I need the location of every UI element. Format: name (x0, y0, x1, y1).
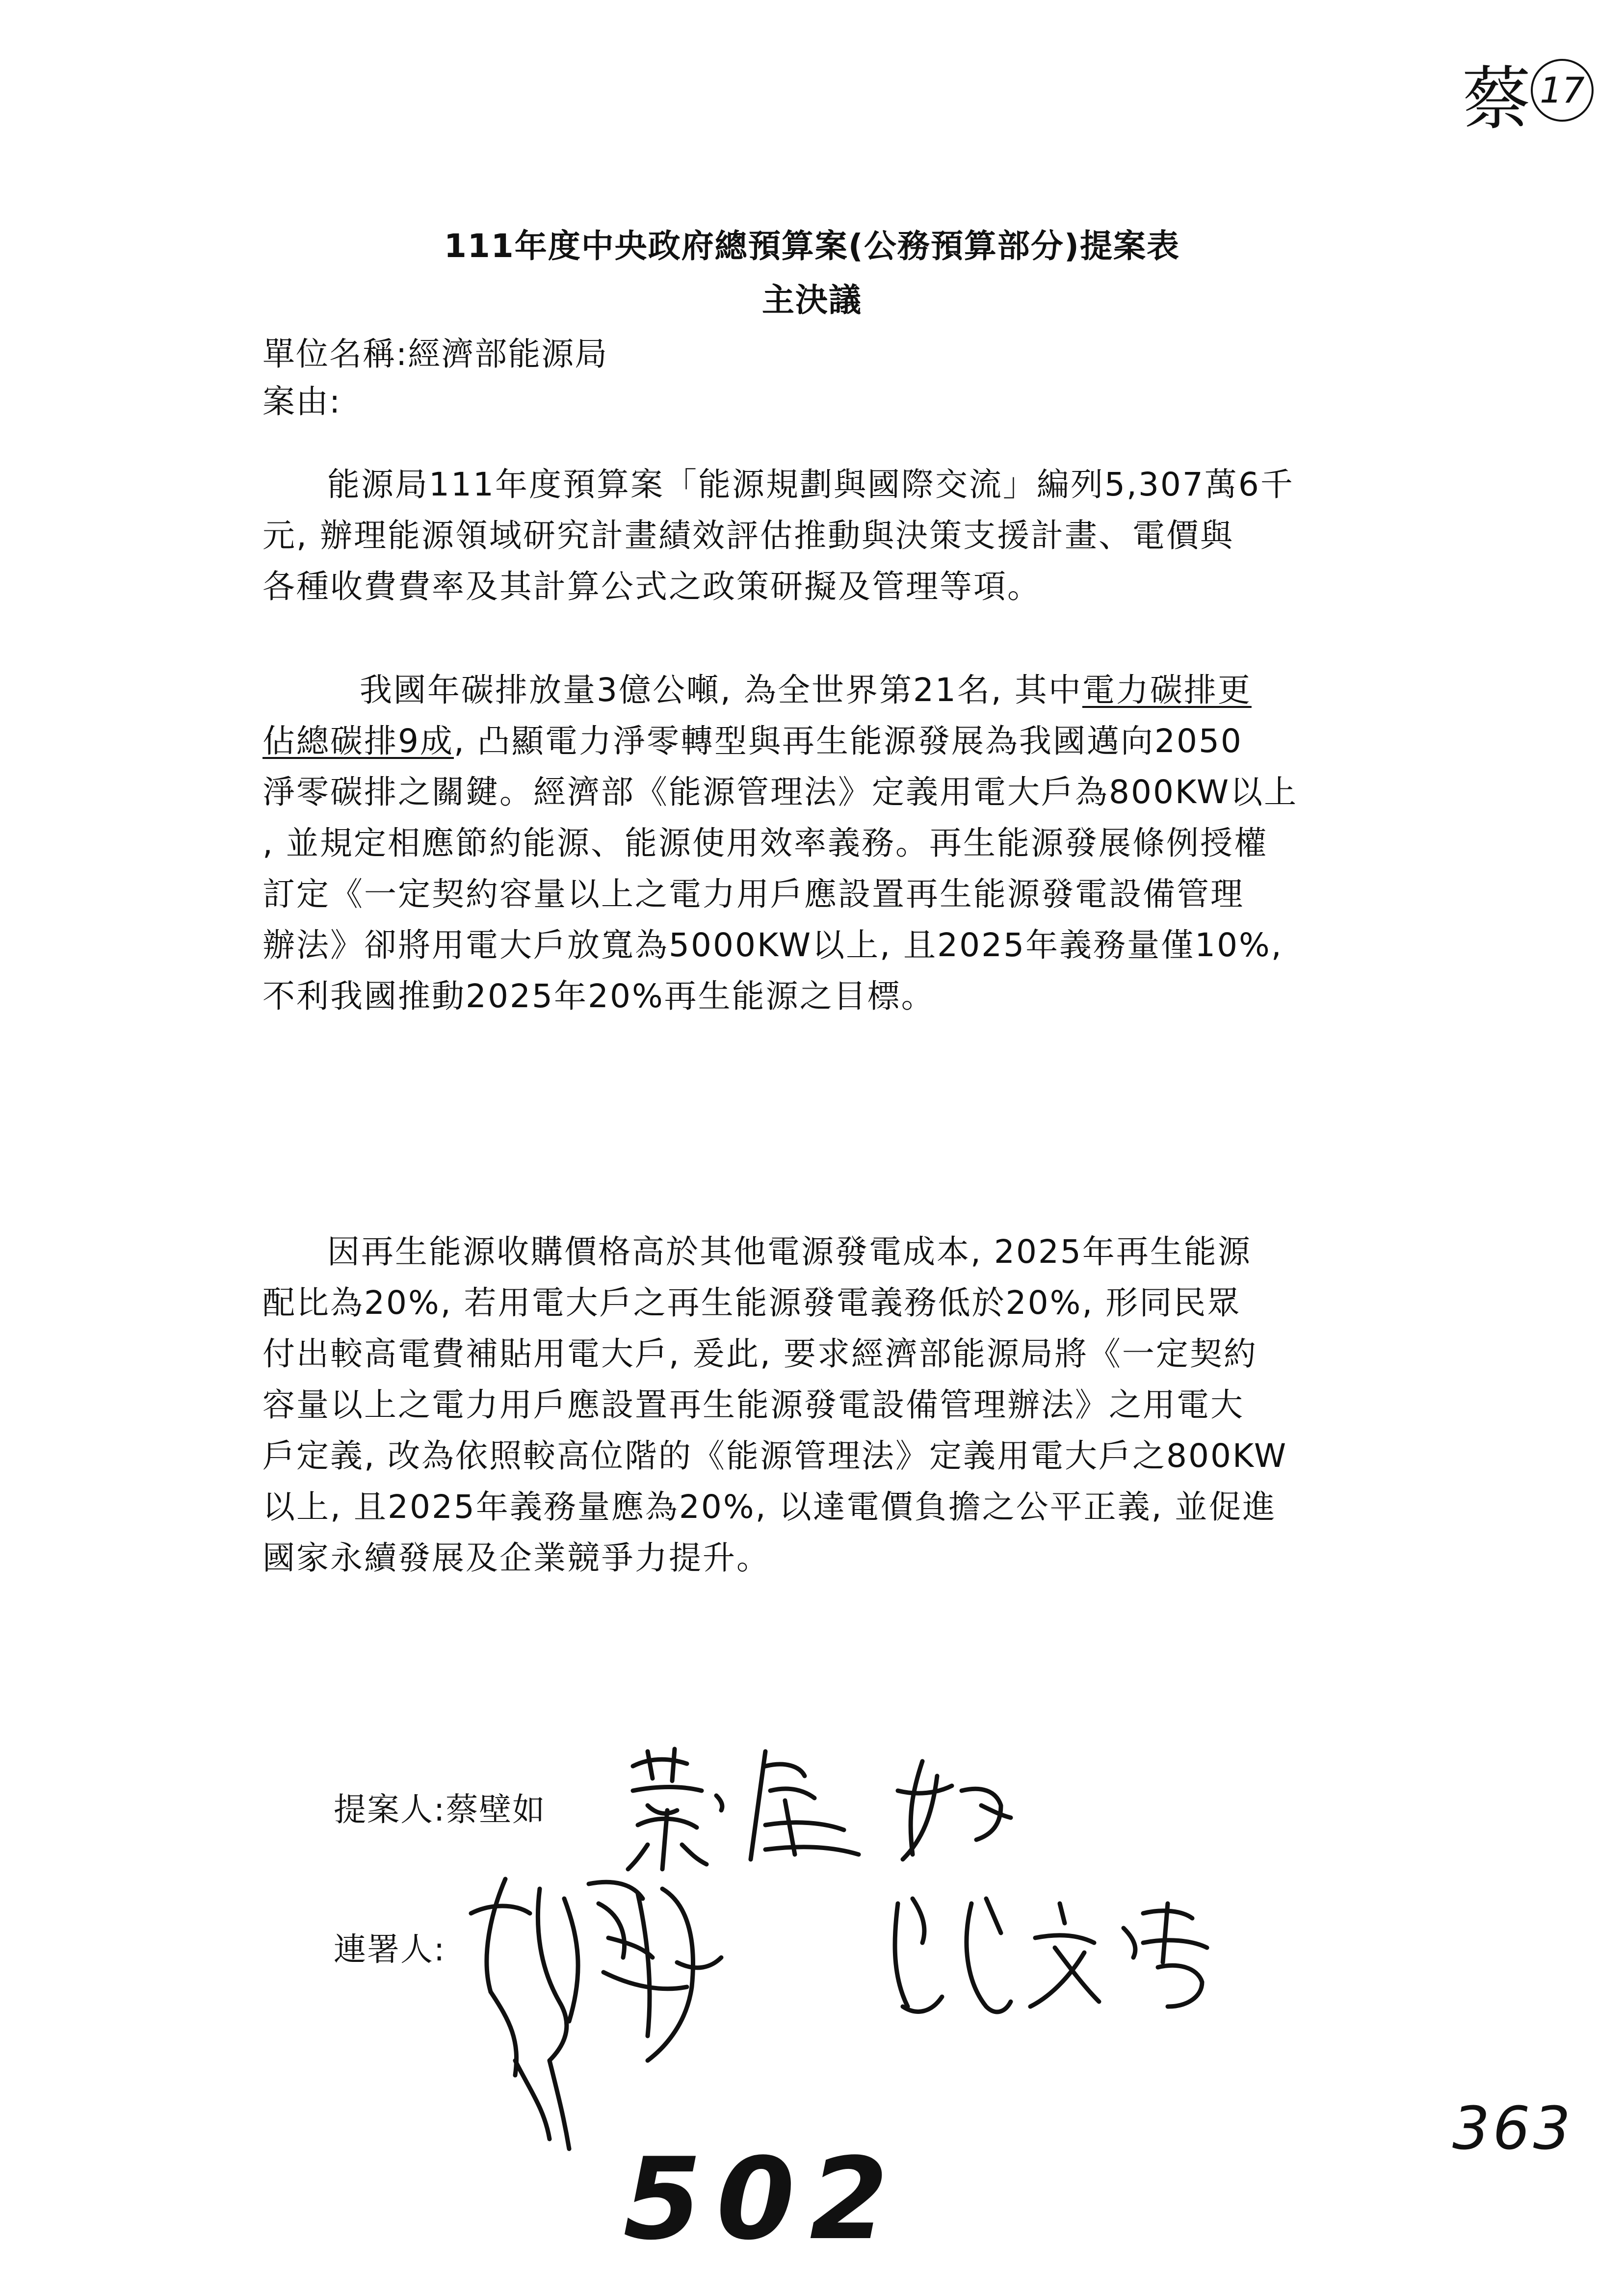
paragraph-1-line: 能源局111年度預算案「能源規劃與國際交流」編列5,307萬6千 (327, 466, 1294, 503)
proposer-label: 提案人:蔡壁如 (334, 1791, 546, 1828)
corner-annotation (1462, 39, 1609, 137)
paragraph-2-line: 淨零碳排之關鍵。經濟部《能源管理法》定義用電大戶為800KW以上 (262, 773, 1298, 811)
paragraph-2-line (262, 716, 1489, 767)
unit-name: 單位名稱:經濟部能源局 (262, 335, 608, 373)
paragraph-3-line: 配比為20%, 若用電大戶之再生能源發電義務低於20%, 形同民眾 (262, 1284, 1241, 1322)
document-title: 111年度中央政府總預算案(公務預算部分)提案表 (444, 227, 1180, 265)
document-subtitle: 主決議 (762, 281, 862, 319)
cosigner-signature-2 (895, 1899, 1207, 2012)
proposer-signature (628, 1749, 1011, 1869)
paragraph-2-line: 辦法》卻將用電大戶放寬為5000KW以上, 且2025年義務量僅10%, (262, 926, 1283, 964)
paragraph-2-line: 不利我國推動2025年20%再生能源之目標。 (262, 977, 935, 1015)
paragraph-2-text: 我國年碳排放量3億公噸, 為全世界第21名, 其中 (360, 671, 1082, 709)
paragraph-3-line: 以上, 且2025年義務量應為20%, 以達電價負擔之公平正義, 並促進 (262, 1488, 1277, 1526)
case-reason-label: 案由: (262, 383, 341, 420)
paragraph-3-line: 因再生能源收購價格高於其他電源發電成本, 2025年再生能源 (327, 1233, 1252, 1271)
paragraph-2-line (262, 665, 1489, 716)
paragraph-2-underlined-text: 電力碳排更 (1082, 671, 1252, 709)
corner-annotation-char: 蔡 (1462, 59, 1531, 139)
paragraph-2-text: , 凸顯電力淨零轉型與再生能源發展為我國邁向2050 (454, 722, 1243, 760)
paragraph-3-line: 付出較高電費補貼用電大戶, 爰此, 要求經濟部能源局將《一定契約 (262, 1335, 1257, 1373)
paragraph-1-line: 各種收費費率及其計算公式之政策研擬及管理等項。 (262, 568, 1041, 605)
paragraph-3-line: 國家永續發展及企業競爭力提升。 (262, 1539, 770, 1577)
paragraph-2 (262, 665, 1489, 1022)
page-number-handwritten-right: 363 (1452, 2095, 1574, 2163)
paragraph-1 (262, 459, 1489, 612)
paragraph-2-line: , 並規定相應節約能源、能源使用效率義務。再生能源發展條例授權 (262, 824, 1268, 862)
corner-annotation-number: 17 (1531, 59, 1594, 122)
paragraph-3 (262, 1226, 1489, 1584)
cosigner-label: 連署人: (334, 1931, 446, 1968)
paragraph-3-line: 容量以上之電力用戶應設置再生能源發電設備管理辦法》之用電大 (262, 1386, 1244, 1424)
cosigner-signature-1 (471, 1879, 721, 2149)
paragraph-3-line: 戶定義, 改為依照較高位階的《能源管理法》定義用電大戶之800KW (262, 1437, 1288, 1475)
paragraph-2-underlined-text: 佔總碳排9成 (262, 722, 454, 760)
paragraph-2-line: 訂定《一定契約容量以上之電力用戶應設置再生能源發電設備管理 (262, 875, 1244, 913)
page-number-handwritten: 502 (623, 2134, 903, 2265)
paragraph-1-line: 元, 辦理能源領域研究計畫績效評估推動與決策支援計畫、電價與 (262, 517, 1234, 554)
